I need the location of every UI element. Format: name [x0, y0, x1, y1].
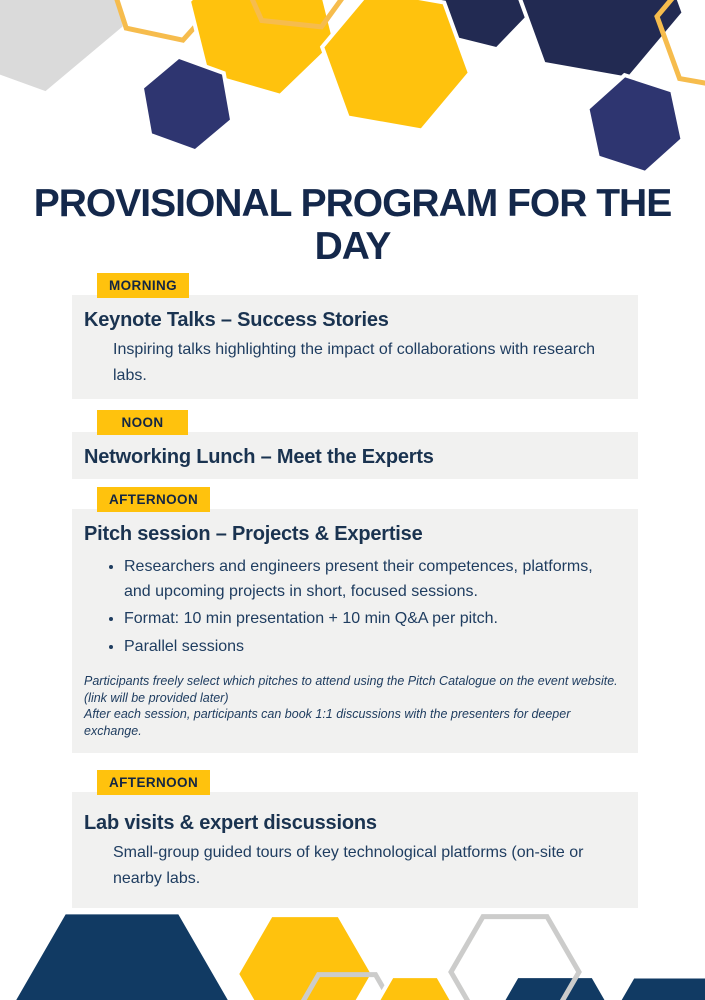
time-badge-afternoon-2: AFTERNOON — [97, 770, 210, 795]
hexagon-gray-topleft — [0, 0, 155, 111]
hexagon-indigo-right — [574, 67, 696, 180]
program-section-morning — [72, 273, 638, 399]
section-heading: Keynote Talks – Success Stories — [84, 309, 389, 331]
bottom-hexagon-decoration — [0, 900, 705, 1000]
hexagon-blue-bottom-3 — [594, 976, 705, 1000]
pitch-notes — [84, 673, 620, 739]
hexagon-outline-yellow-2 — [232, 0, 362, 30]
bullet-item: • Parallel sessions — [124, 635, 594, 660]
hexagon-navy-2 — [501, 0, 696, 86]
hexagon-yellow-bottom-1 — [237, 915, 373, 1000]
program-section-afternoon-labs — [72, 770, 638, 908]
time-badge-afternoon-1: AFTERNOON — [97, 487, 210, 512]
section-heading: Networking Lunch – Meet the Experts — [84, 445, 434, 468]
hexagon-blue-bottomleft — [7, 912, 237, 1000]
section-card-morning — [72, 295, 638, 399]
bullet-item: • Format: 10 min presentation + 10 min Q&A per pitch. — [124, 607, 594, 632]
program-section-afternoon-pitch — [72, 487, 638, 753]
section-body: Inspiring talks highlighting the impact of collaborations with research labs. — [113, 341, 596, 384]
hexagon-yellow-2 — [311, 0, 481, 137]
hexagon-yellow-1 — [171, 0, 353, 106]
time-badge-morning: MORNING — [97, 273, 189, 298]
section-card-pitch — [72, 509, 638, 753]
time-badge-noon: NOON — [97, 410, 188, 435]
section-card-noon — [72, 432, 638, 479]
top-hexagon-decoration — [0, 0, 705, 185]
hexagon-outline-gray-small — [290, 975, 404, 1000]
bullet-item: • Researchers and engineers present their competences, platforms, and upcoming projects in short, focused sessions. — [124, 555, 594, 605]
note-text: Participants freely select which pitches to attend using the Pitch Catalogue on the event website. (link will be provided later) — [84, 674, 618, 705]
hexagon-blue-bottom-2 — [479, 976, 631, 1000]
program-section-noon — [72, 410, 638, 479]
hexagon-outline-yellow-1 — [98, 0, 232, 46]
hexagon-yellow-bottom-2 — [369, 976, 461, 1000]
pitch-bullet-list — [84, 555, 620, 660]
section-heading: Lab visits & expert discussions — [84, 812, 377, 834]
hexagon-outline-yellow-3 — [647, 0, 705, 96]
note-text: After each session, participants can book 1:1 discussions with the presenters for deeper exchange. — [84, 707, 571, 738]
hexagon-navy-1 — [392, 0, 562, 58]
section-card-labs — [72, 792, 638, 908]
section-body: Small-group guided tours of key technological platforms (on-site or nearby labs. — [113, 844, 584, 887]
hexagon-outline-gray-large — [451, 917, 579, 1000]
hexagon-indigo-left — [128, 49, 247, 160]
page-title: PROVISIONAL PROGRAM FOR THE DAY — [33, 182, 672, 268]
program-list — [72, 273, 638, 908]
section-heading: Pitch session – Projects & Expertise — [84, 522, 423, 545]
